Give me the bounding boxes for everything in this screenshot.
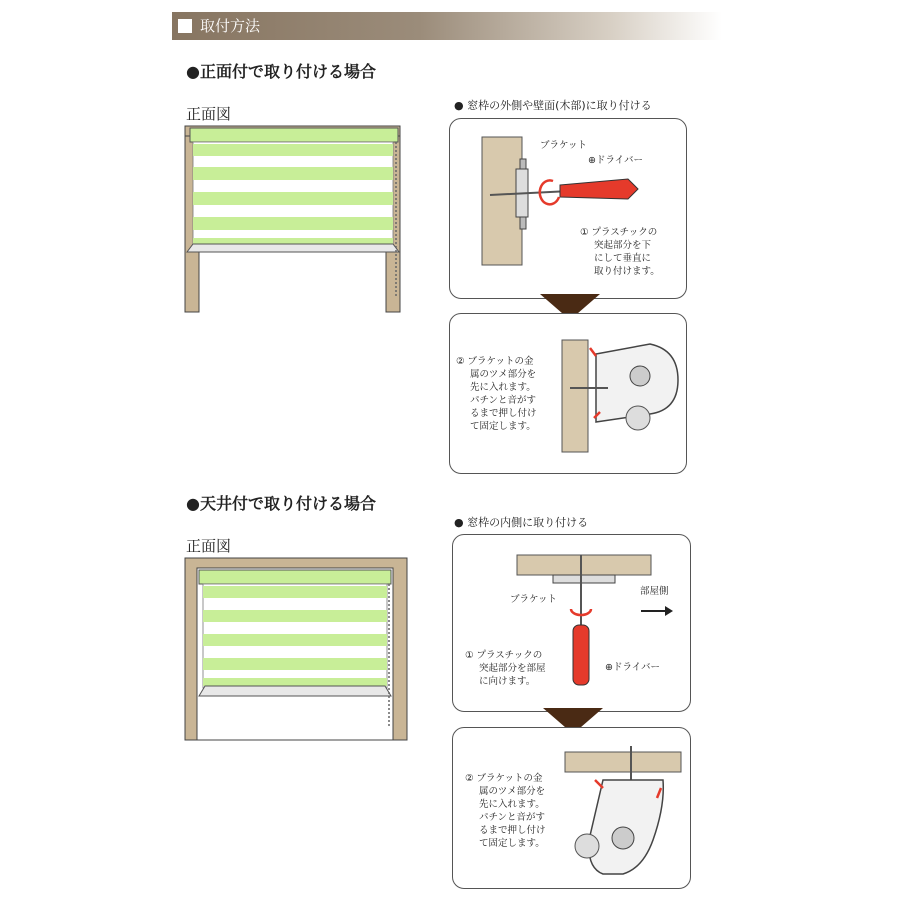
section2-front-view: [183, 556, 413, 742]
section2-driver-label: ⊕ドライバー: [605, 662, 660, 673]
section2-title: ●天井付で取り付ける場合: [186, 494, 376, 513]
section1-step2-note: ② ブラケットの金 属のツメ部分を 先に入れます。 パチンと音がす るまで押し付け て固定します。: [456, 356, 537, 432]
section1-front-view: [183, 124, 413, 314]
section2-step2-note: ② ブラケットの金 属のツメ部分を 先に入れます。 パチンと音がす るまで押し付け て固定します。: [465, 773, 546, 849]
section1-step1-note: ① プラスチックの 突起部分を下 にして垂直に 取り付けます。: [580, 227, 660, 277]
section2-subtitle: ● 窓枠の内側に取り付ける: [454, 516, 589, 529]
section1-title: ●正面付で取り付ける場合: [186, 62, 376, 81]
square-icon: [178, 19, 192, 33]
section2-room-side-label: 部屋側: [640, 586, 669, 597]
section2-step1-note: ① プラスチックの 突起部分を部屋 に向けます。: [465, 650, 546, 687]
section1-view-label: 正面図: [186, 105, 232, 123]
header-title: 取付方法: [200, 17, 261, 35]
section2-view-label: 正面図: [186, 537, 232, 555]
section2-bracket-label: ブラケット: [510, 594, 558, 605]
section1-bracket-label: ブラケット: [540, 140, 588, 151]
section1-driver-label: ⊕ドライバー: [588, 155, 643, 166]
section1-subtitle: ● 窓枠の外側や壁面(木部)に取り付ける: [454, 99, 652, 112]
